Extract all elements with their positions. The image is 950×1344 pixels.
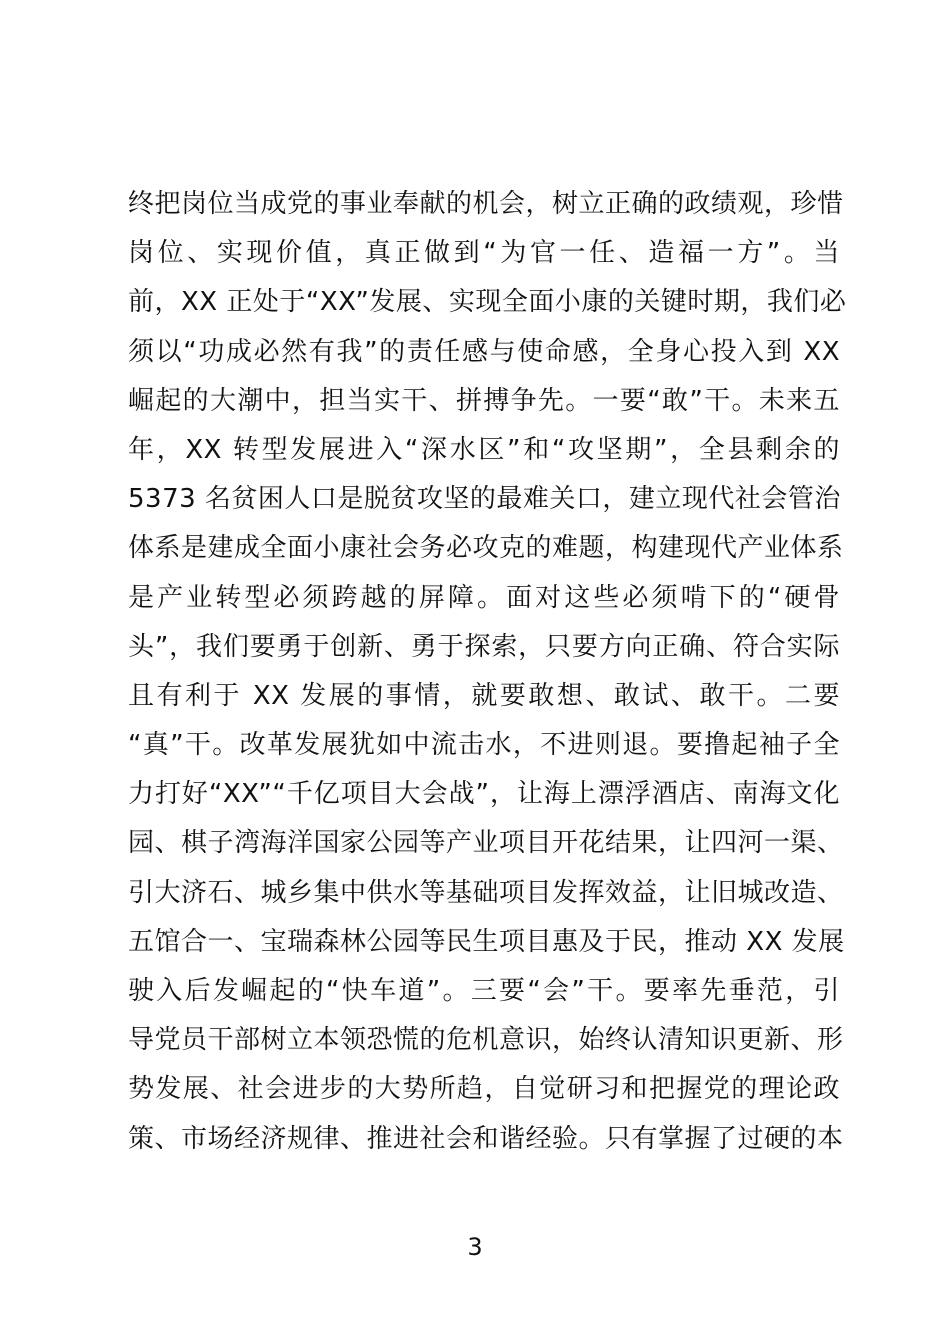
text-line: 导党员干部树立本领恐慌的危机意识，始终认清知识更新、形 xyxy=(128,1025,844,1056)
text-line: 园、棋子湾海洋国家公园等产业项目开花结果，让四河一渠、 xyxy=(128,828,844,859)
text-line: 五馆合一、宝瑞森林公园等民生项目惠及于民，推动 XX 发展 xyxy=(128,926,845,957)
page-number: 3 xyxy=(467,1233,483,1261)
text-line: 头”，我们要勇于创新、勇于探索，只要方向正确、符合实际 xyxy=(128,631,840,662)
text-line: 前，XX 正处于“XX”发展、实现全面小康的关键时期，我们必 xyxy=(128,287,847,318)
text-line: 终把岗位当成党的事业奉献的机会，树立正确的政绩观，珍惜 xyxy=(128,189,844,219)
text-line: 驶入后发崛起的“快车道”。三要“会”干。要率先垂范，引 xyxy=(128,976,840,1006)
text-line: 引大济石、城乡集中供水等基础项目发挥效益，让旧城改造、 xyxy=(128,877,844,908)
text-line: “真”干。改革发展犹如中流击水，不进则退。要撸起袖子全 xyxy=(128,730,840,761)
text-line: 策、市场经济规律、推进社会和谐经验。只有掌握了过硬的本 xyxy=(128,1123,844,1154)
text-line: 势发展、社会进步的大势所趋，自觉研习和把握党的理论政 xyxy=(128,1074,840,1105)
text-line: 体系是建成全面小康社会务必攻克的难题，构建现代产业体系 xyxy=(128,533,844,564)
text-line: 崛起的大潮中，担当实干、拼搏争先。一要“敢”干。未来五 xyxy=(128,385,840,416)
text-line: 是产业转型必须跨越的屏障。面对这些必须啃下的“硬骨 xyxy=(128,582,840,613)
body-text xyxy=(128,180,847,1164)
text-line: 岗位、实现价值，真正做到“为官一任、造福一方”。当 xyxy=(128,238,840,269)
text-line: 且有利于 XX 发展的事情，就要敢想、敢试、敢干。二要 xyxy=(128,680,840,711)
text-line: 力打好“XX”“千亿项目大会战”，让海上漂浮酒店、南海文化 xyxy=(128,779,840,810)
text-line: 年，XX 转型发展进入“深水区”和“攻坚期”，全县剩余的 xyxy=(128,434,840,465)
text-line: 5373 名贫困人口是脱贫攻坚的最难关口，建立现代社会管治 xyxy=(128,484,841,515)
text-line: 须以“功成必然有我”的责任感与使命感，全身心投入到 XX xyxy=(128,336,840,367)
